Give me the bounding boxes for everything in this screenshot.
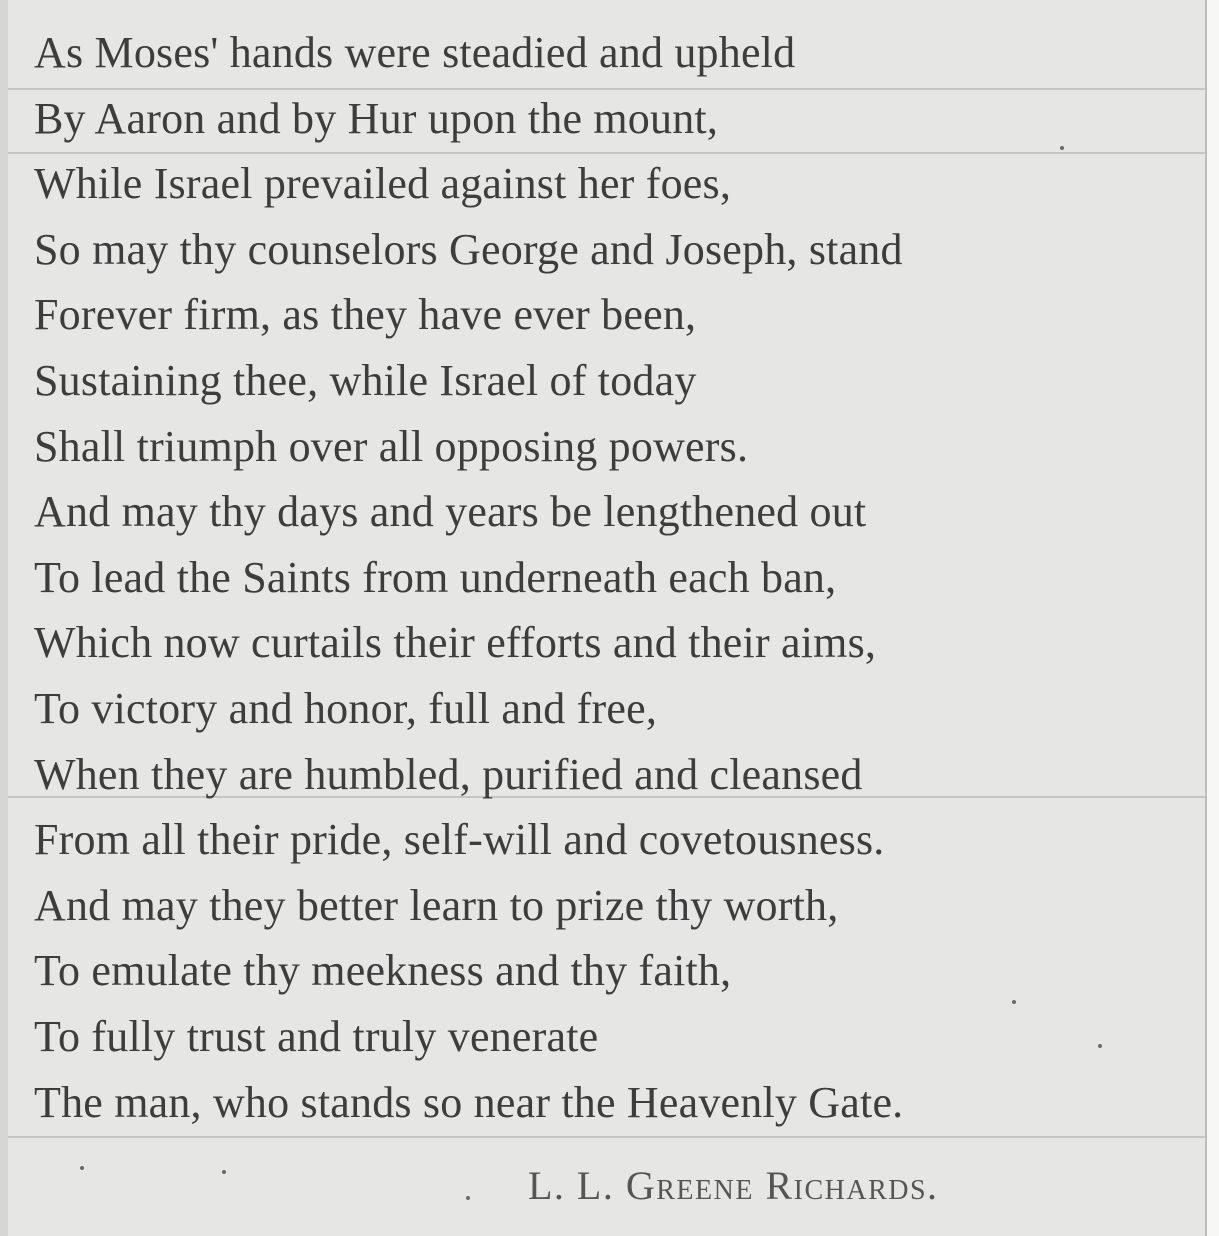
poem-line: Which now curtails their efforts and their aims,: [34, 618, 877, 668]
ink-speck: [80, 1166, 84, 1170]
poem-line: To emulate thy meekness and thy faith,: [34, 946, 732, 996]
ink-speck: [466, 1196, 470, 1200]
poem-line: The man, who stands so near the Heavenly Gate.: [34, 1077, 904, 1127]
left-edge-shadow: [0, 0, 8, 1236]
poem-line: And may they better learn to prize thy worth,: [34, 880, 839, 930]
right-page-edge: [1205, 0, 1219, 1236]
poem-line: When they are humbled, purified and cleansed: [34, 749, 863, 799]
poem-line: To lead the Saints from underneath each ban,: [34, 552, 837, 602]
poem-line: Shall triumph over all opposing powers.: [34, 421, 749, 471]
ink-speck: [1060, 146, 1064, 150]
poem-line: From all their pride, self-will and covetousness.: [34, 815, 885, 865]
poem-line: To fully trust and truly venerate: [34, 1011, 599, 1061]
poem-line: And may thy days and years be lengthened out: [34, 487, 867, 537]
poem-line: As Moses' hands were steadied and upheld: [34, 28, 796, 77]
poem-line: Forever firm, as they have ever been,: [34, 290, 697, 340]
poem-body: [34, 20, 1204, 1135]
poem-line: While Israel prevailed against her foes,: [34, 159, 732, 209]
poem-line: By Aaron and by Hur upon the mount,: [34, 93, 719, 143]
ink-speck: [1012, 1000, 1016, 1004]
poem-line: To victory and honor, full and free,: [34, 683, 658, 733]
scan-line: [8, 1136, 1205, 1138]
ink-speck: [1098, 1044, 1102, 1048]
poem-line: Sustaining thee, while Israel of today: [34, 355, 697, 405]
ink-speck: [222, 1170, 226, 1174]
author-signature: L. L. Greene Richards.: [528, 1163, 939, 1208]
poem-line: So may thy counselors George and Joseph, stand: [34, 224, 903, 274]
